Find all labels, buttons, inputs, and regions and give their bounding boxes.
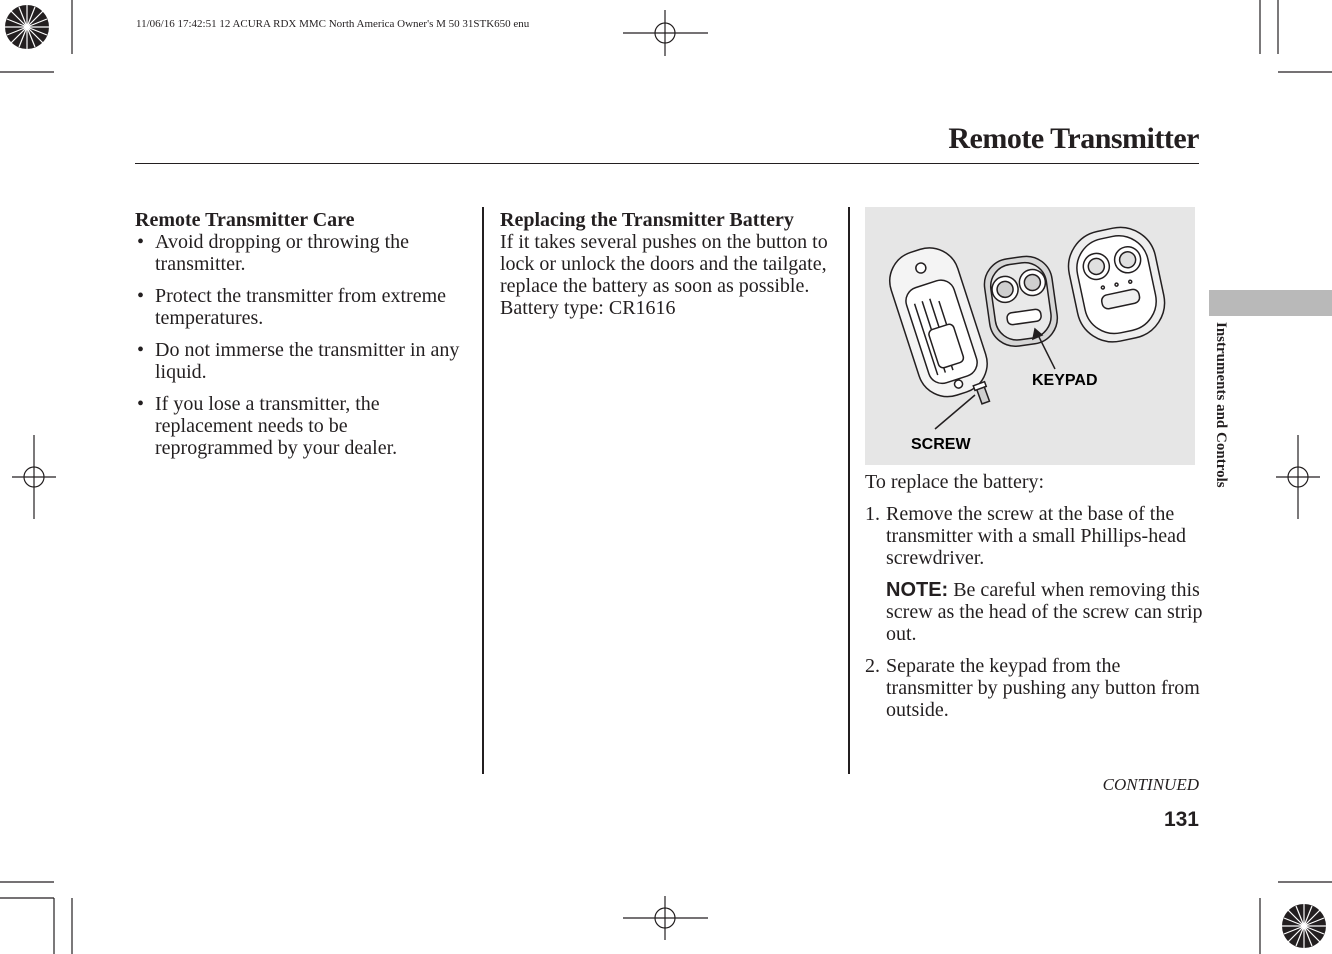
procedure-intro: To replace the battery: xyxy=(865,471,1045,493)
transmitter-closed xyxy=(1062,221,1171,349)
battery-type: Battery type: CR1616 xyxy=(500,297,676,319)
replacing-section xyxy=(500,209,840,319)
bullet-icon: • xyxy=(137,339,145,361)
step-number: 2. xyxy=(865,655,880,677)
care-heading: Remote Transmitter Care xyxy=(135,209,355,231)
registration-star-bottom-right xyxy=(1282,904,1326,948)
step-number: 1. xyxy=(865,503,880,525)
bullet-icon: • xyxy=(137,285,145,307)
care-bullet-text: Do not immerse the transmitter in any liquid. xyxy=(155,339,460,383)
section-tab xyxy=(1209,290,1332,316)
column-divider xyxy=(482,207,484,774)
transmitter-case-open xyxy=(882,240,995,404)
care-bullet xyxy=(135,231,470,275)
note-text: Be careful when removing this screw as the head of the screw can strip out. xyxy=(886,579,1203,645)
step-text: Separate the keypad from the transmitter by pushing any button from outside. xyxy=(886,655,1200,721)
replacing-heading: Replacing the Transmitter Battery xyxy=(500,209,794,231)
bullet-icon: • xyxy=(137,231,145,253)
print-header: 11/06/16 17:42:51 12 ACURA RDX MMC North America Owner's M 50 31STK650 enu xyxy=(136,18,530,30)
replacing-body: If it takes several pushes on the button to lock or unlock the doors and the tailgate, replace the battery as soon as possible. xyxy=(500,231,828,297)
step-text: Remove the screw at the base of the transmitter with a small Phillips-head screwdriver. xyxy=(886,503,1186,569)
keypad-label: KEYPAD xyxy=(1032,372,1098,389)
care-section xyxy=(135,209,470,469)
care-bullet-text: Avoid dropping or throwing the transmitter. xyxy=(155,231,410,275)
column-divider xyxy=(848,207,850,774)
transmitter-drawing xyxy=(865,207,1195,465)
keypad-icon xyxy=(981,253,1061,350)
care-bullet-text: If you lose a transmitter, the replacement needs to be reprogrammed by your dealer. xyxy=(155,393,398,459)
bullet-icon: • xyxy=(137,393,145,415)
care-bullet xyxy=(135,339,470,383)
title-rule xyxy=(135,163,1199,164)
screw-leader-line xyxy=(935,395,975,429)
continued-label: CONTINUED xyxy=(1102,775,1199,794)
page-title: Remote Transmitter xyxy=(948,122,1199,155)
care-bullet xyxy=(135,393,470,459)
note-label: NOTE: xyxy=(886,579,949,601)
screw-label: SCREW xyxy=(911,436,971,453)
procedure-step xyxy=(865,503,1205,569)
registration-star-top-left xyxy=(5,5,49,49)
care-bullet xyxy=(135,285,470,329)
screw-icon xyxy=(973,382,991,405)
care-bullet-text: Protect the transmitter from extreme temperatures. xyxy=(155,285,447,329)
procedure-note xyxy=(865,579,1205,645)
page-number: 131 xyxy=(1163,808,1199,831)
transmitter-illustration xyxy=(865,207,1195,465)
procedure-step xyxy=(865,655,1205,721)
procedure-section xyxy=(865,471,1205,721)
section-tab-label: Instruments and Controls xyxy=(1213,322,1229,488)
